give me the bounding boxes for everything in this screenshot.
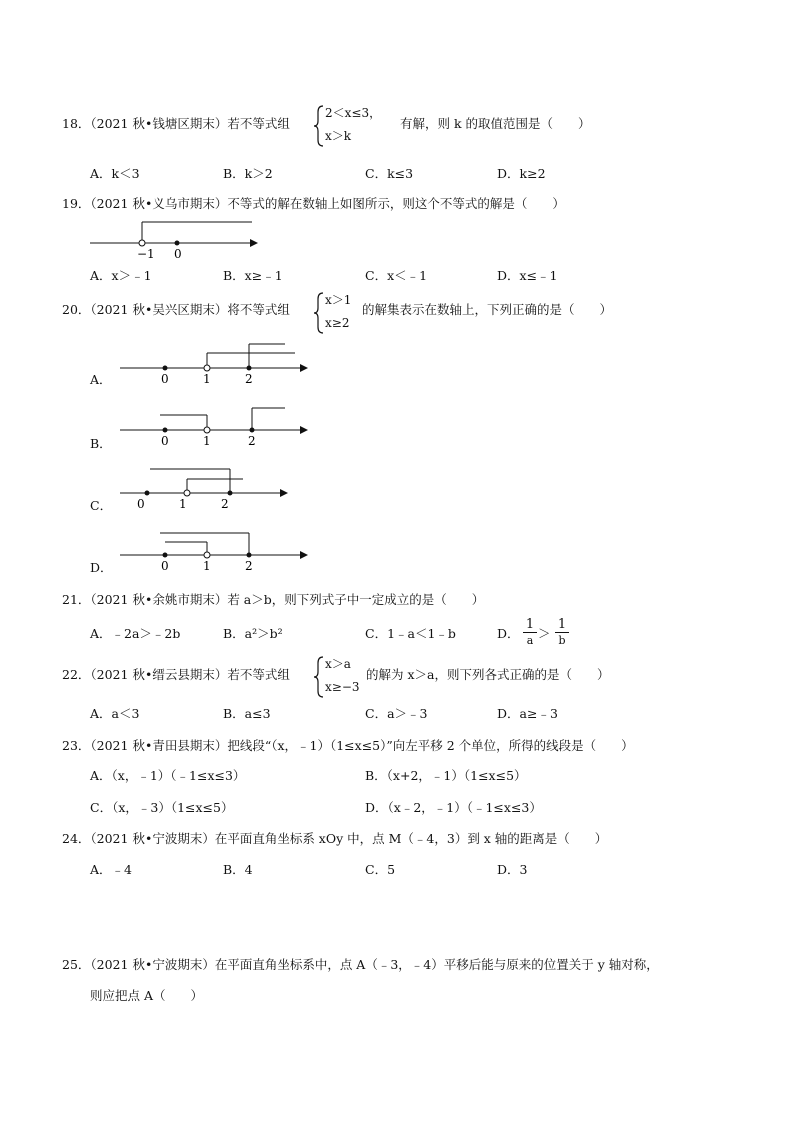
q24-option-b[interactable]: B．4	[223, 862, 253, 877]
q20-option-d[interactable]: D．	[90, 560, 113, 575]
q22-option-d[interactable]: D．a≥﹣3	[497, 706, 558, 721]
q22-option-b[interactable]: B．a≤3	[223, 706, 271, 721]
q24-option-a[interactable]: A．﹣4	[90, 862, 132, 877]
q21-option-d[interactable]: D．	[497, 626, 520, 641]
svg-text:1: 1	[203, 372, 211, 386]
q21-relation: ＞	[538, 626, 551, 641]
q22-option-c[interactable]: C．a＞﹣3	[365, 706, 428, 721]
q19-option-d[interactable]: D．x≤﹣1	[497, 268, 558, 283]
q18-system-line-2: x＞k	[325, 129, 352, 143]
q23-option-d[interactable]: D．（x﹣2，﹣1）（﹣1≤x≤3）	[365, 800, 542, 815]
q22-stem-before: 22．（2021 秋•缙云县期末）若不等式组	[62, 667, 290, 682]
q21-fraction-1: 1 a	[523, 617, 537, 648]
q24-stem: 24．（2021 秋•宁波期末）在平面直角坐标系 xOy 中，点 M（﹣4，3）到 x 轴的距离是（ ）	[62, 831, 608, 846]
q19-option-c[interactable]: C．x＜﹣1	[365, 268, 428, 283]
q20-option-b[interactable]: B．	[90, 436, 112, 451]
svg-text:0: 0	[137, 497, 145, 511]
q20-system-line-1: x＞1	[325, 293, 352, 307]
q18-stem-before: 18．（2021 秋•钱塘区期末）若不等式组	[62, 116, 290, 131]
q19-stem: 19．（2021 秋•义乌市期末）不等式的解在数轴上如图所示，则这个不等式的解是（ ）	[62, 196, 565, 211]
svg-text:1: 1	[203, 559, 211, 573]
svg-text:2: 2	[245, 372, 253, 386]
q20-option-b-number-line[interactable]	[115, 402, 315, 448]
q20-option-a[interactable]: A．	[90, 372, 112, 387]
svg-text:0: 0	[161, 559, 169, 573]
q22-system-line-2: x≥−3	[325, 680, 360, 694]
svg-text:0: 0	[161, 372, 169, 386]
q20-option-c[interactable]: C．	[90, 498, 113, 513]
q19-option-b[interactable]: B．x≥﹣1	[223, 268, 283, 283]
q22-inequality-system	[313, 655, 373, 699]
q24-option-c[interactable]: C．5	[365, 862, 396, 877]
q21-stem: 21．（2021 秋•余姚市期末）若 a＞b，则下列式子中一定成立的是（ ）	[62, 592, 485, 607]
svg-text:2: 2	[221, 497, 229, 511]
q19-label-0: 0	[174, 247, 182, 261]
q18-stem-after: 有解，则 k 的取值范围是（ ）	[400, 116, 591, 131]
q24-option-d[interactable]: D．3	[497, 862, 528, 877]
svg-text:2: 2	[245, 559, 253, 573]
q25-stem-line2: 则应把点 A（ ）	[90, 988, 204, 1003]
q25-stem: 25．（2021 秋•宁波期末）在平面直角坐标系中，点 A（﹣3，﹣4）平移后能与原来的位置关于 y 轴对称，	[62, 957, 659, 972]
q23-option-c[interactable]: C．（x，﹣3）（1≤x≤5）	[90, 800, 234, 815]
q20-stem-after: 的解集表示在数轴上，下列正确的是（ ）	[362, 302, 613, 317]
q19-option-a[interactable]: A．x＞﹣1	[90, 268, 152, 283]
q20-option-c-number-line[interactable]	[115, 465, 315, 511]
q22-system-line-1: x＞a	[325, 657, 351, 671]
q20-option-a-number-line[interactable]	[115, 340, 315, 386]
q22-option-a[interactable]: A．a＜3	[90, 706, 140, 721]
q21-option-a[interactable]: A．﹣2a＞﹣2b	[90, 626, 181, 641]
q18-system-line-1: 2＜x≤3，	[325, 106, 382, 120]
q21-fraction-2: 1 b	[555, 617, 569, 648]
q19-number-line	[85, 215, 265, 261]
svg-text:0: 0	[161, 434, 169, 448]
brace-icon	[313, 104, 325, 148]
q21-option-b[interactable]: B．a²＞b²	[223, 626, 283, 641]
q18-option-d[interactable]: D．k≥2	[497, 166, 546, 181]
q22-stem-after: 的解为 x＞a，则下列各式正确的是（ ）	[366, 667, 610, 682]
q18-inequality-system	[313, 104, 393, 148]
q19-label-minus1: −1	[137, 247, 155, 261]
q18-option-a[interactable]: A．k＜3	[90, 166, 140, 181]
q23-option-a[interactable]: A．（x，﹣1）（﹣1≤x≤3）	[90, 768, 246, 783]
brace-icon	[313, 655, 325, 699]
q21-option-c[interactable]: C．1﹣a＜1﹣b	[365, 626, 456, 641]
svg-text:1: 1	[179, 497, 187, 511]
brace-icon	[313, 291, 325, 335]
q18-option-c[interactable]: C．k≤3	[365, 166, 414, 181]
q20-stem-before: 20．（2021 秋•吴兴区期末）将不等式组	[62, 302, 290, 317]
q20-system-line-2: x≥2	[325, 316, 350, 330]
svg-text:1: 1	[203, 434, 211, 448]
svg-text:2: 2	[248, 434, 256, 448]
q18-option-b[interactable]: B．k＞2	[223, 166, 273, 181]
q23-stem: 23．（2021 秋•青田县期末）把线段“（x，﹣1）（1≤x≤5）”向左平移 2 个单位，所得的线段是（ ）	[62, 738, 634, 753]
q20-option-d-number-line[interactable]	[115, 527, 315, 573]
q23-option-b[interactable]: B．（x+2，﹣1）（1≤x≤5）	[365, 768, 527, 783]
